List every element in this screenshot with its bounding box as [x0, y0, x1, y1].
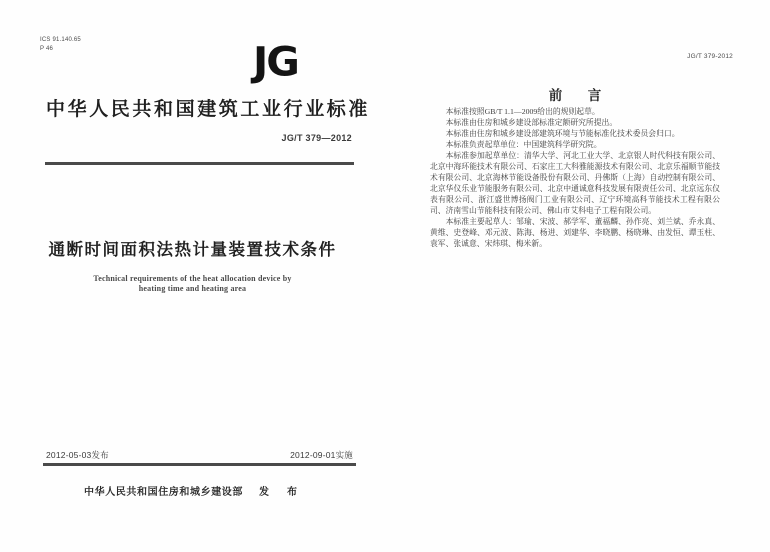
document-title-cn: 通断时间面积法热计量装置技术条件	[48, 241, 337, 259]
ics-code: ICS 91.140.65	[40, 37, 81, 43]
foreword-title: 前 言	[548, 88, 608, 103]
standard-category-title: 中华人民共和国建筑工业行业标准	[46, 99, 371, 120]
foreword-paragraph: 本标准参加起草单位：清华大学、河北工业大学、北京银人时代科技有限公司、北京中海环能技术有限公司、石家庄工大科雅能源技术有限公司、北京乐福顺节能技术有限公司、北京海林节能设备股份有限公司、丹佛斯（上海）自动控制有限公司、北京华仪乐业节能服务有限公司、北京中通诚意科技发展有限责任公司、北京远东仪表有限公司、浙江盛世博扬阀门工业有限公司、辽宁环境高科节能技术工程有限公司、济南雪山节能科技有限公司、佛山市艾科电子工程有限公司。	[430, 151, 720, 215]
foreword-paragraph: 本标准按照GB/T 1.1—2009给出的规则起草。	[445, 107, 600, 116]
publisher-name: 中华人民共和国住房和城乡建设部	[84, 487, 243, 498]
foreword-paragraph: 本标准主要起草人：邹瑜、宋波、郝学军、董福麟、孙作亮、刘兰斌、乔永真、黄维、史登峰、邓元波、陈海、杨进、刘建华、李晓鹏、杨晓琳、由发恒、谭玉柱、袁军、张诚意、宋炜琪、梅米新。	[430, 217, 720, 248]
document-title-en-line1: Technical requirements of the heat allocation device by	[93, 274, 292, 283]
ics-code-block	[40, 36, 81, 53]
implementation-date: 2012-09-01实施	[290, 450, 353, 460]
foreword-paragraph: 本标准由住房和城乡建设部建筑环境与节能标准化技术委员会归口。	[445, 129, 680, 138]
foreword-body	[430, 106, 720, 249]
page-header-standard-number: JG/T 379-2012	[687, 53, 733, 60]
foreword-page	[385, 0, 770, 552]
document-title-en	[0, 274, 385, 293]
standard-number: JG/T 379—2012	[281, 133, 352, 143]
publish-label: 发 布	[259, 487, 301, 498]
foreword-paragraph: 本标准负责起草单位：中国建筑科学研究院。	[445, 140, 602, 149]
publisher-row	[0, 483, 385, 498]
dates-row	[46, 449, 353, 461]
document-title-en-line2: heating time and heating area	[138, 283, 247, 293]
cover-rule-top	[45, 162, 354, 165]
issue-date: 2012-05-03发布	[46, 450, 109, 460]
foreword-paragraph: 本标准由住房和城乡建设部标准定额研究所提出。	[445, 118, 618, 127]
classification-code: P 46	[40, 45, 54, 52]
cover-rule-bottom	[43, 463, 356, 466]
jg-logo: JG	[253, 38, 298, 86]
